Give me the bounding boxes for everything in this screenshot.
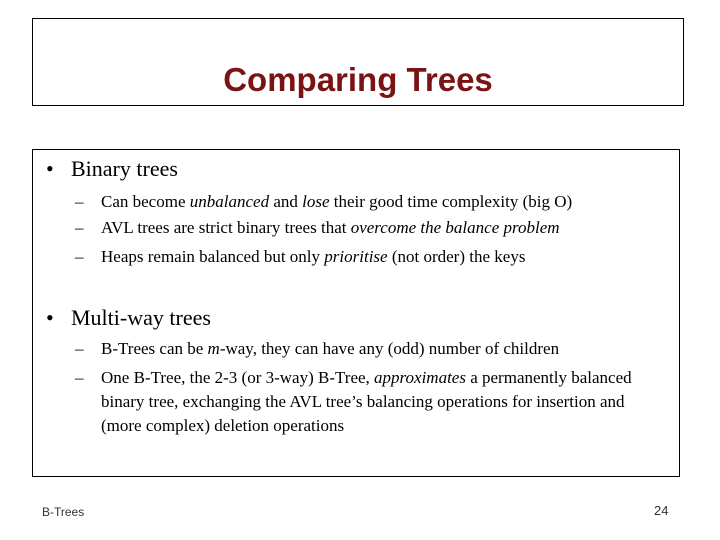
bullet-marker: • (46, 305, 54, 330)
text-run: AVL trees are strict binary trees that (101, 218, 351, 237)
sub-bullet-1-2 (75, 216, 655, 240)
dash-marker: – (75, 192, 84, 211)
dash-marker: – (75, 218, 84, 237)
emphasis-text: overcome the balance problem (350, 218, 560, 237)
bullet-text: Binary trees (71, 156, 178, 181)
slide-title: Comparing Trees (223, 61, 493, 98)
sub-bullet-text (101, 366, 655, 438)
page-number: 24 (654, 503, 669, 518)
dash-marker: – (75, 247, 84, 266)
bullet-text: Multi-way trees (71, 305, 211, 330)
text-run: their good time complexity (big O) (329, 192, 573, 211)
bullet-marker: • (46, 156, 54, 181)
emphasis-text: unbalanced (189, 192, 270, 211)
emphasis-text: prioritise (324, 247, 388, 266)
emphasis-text: approximates (374, 368, 466, 387)
sub-bullet-text (101, 337, 655, 361)
text-run: Heaps remain balanced but only (101, 247, 325, 266)
text-run: and (269, 192, 303, 211)
dash-marker: – (75, 368, 84, 387)
sub-bullet-1-1 (75, 190, 655, 214)
text-run: (not order) the keys (387, 247, 526, 266)
footer-label: B-Trees (42, 505, 85, 519)
emphasis-text: lose (302, 192, 330, 211)
text-run: Can become (101, 192, 190, 211)
dash-marker: – (75, 339, 84, 358)
text-run: a permanently balanced binary tree, exchanging the AVL tree’s balancing operations for insertion and (more complex) deletion operations (101, 368, 632, 435)
emphasis-text: m (207, 339, 220, 358)
sub-bullet-2-1 (75, 337, 655, 361)
sub-bullet-text (101, 216, 655, 240)
text-run: -way, they can have any (odd) number of children (219, 339, 560, 358)
bullet-multi-way-trees (46, 307, 211, 329)
title-box (32, 18, 684, 106)
bullet-binary-trees (46, 158, 178, 180)
text-run: One B-Tree, the 2-3 (or 3-way) B-Tree, (101, 368, 375, 387)
sub-bullet-1-3 (75, 245, 655, 269)
content-box (32, 149, 680, 477)
sub-bullet-text (101, 190, 655, 214)
text-run: B-Trees can be (101, 339, 208, 358)
sub-bullet-text (101, 245, 655, 269)
sub-bullet-2-2 (75, 366, 655, 438)
